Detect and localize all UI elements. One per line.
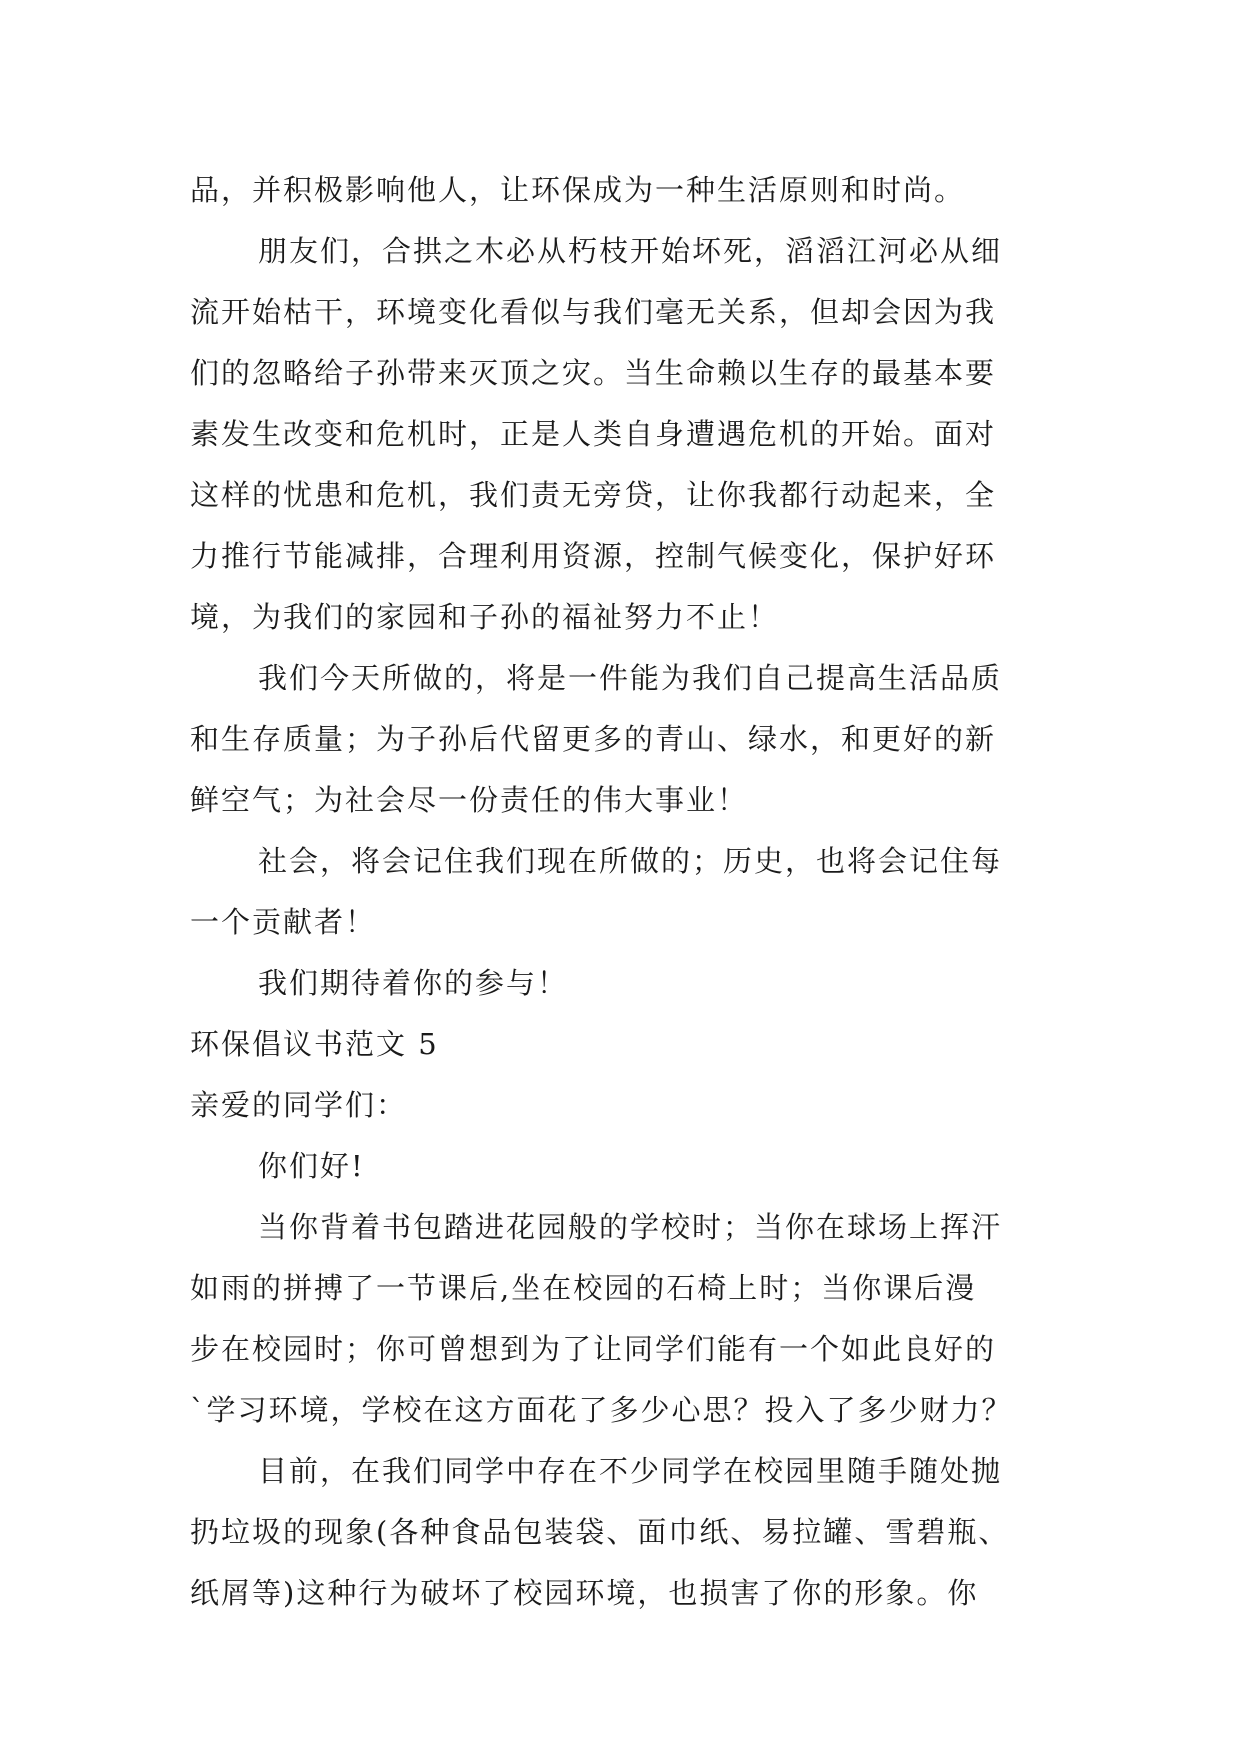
text-line: 素发生改变和危机时，正是人类自身遭遇危机的开始。面对	[190, 417, 997, 451]
text-line: 你们好!	[258, 1149, 365, 1183]
text-line: 们的忽略给子孙带来灭顶之灾。当生命赖以生存的最基本要	[190, 356, 997, 390]
text-line: 朋友们，合拱之木必从朽枝开始坏死，滔滔江河必从细	[258, 234, 1003, 268]
text-line: 和生存质量；为子孙后代留更多的青山、绿水，和更好的新	[190, 722, 997, 756]
text-line: 当你背着书包踏进花园般的学校时；当你在球场上挥汗	[258, 1210, 1003, 1244]
text-line: 鲜空气；为社会尽一份责任的伟大事业！	[190, 783, 749, 817]
text-line: 这样的忧患和危机，我们责无旁贷，让你我都行动起来，全	[190, 478, 997, 512]
text-line: 力推行节能减排，合理利用资源，控制气候变化，保护好环	[190, 539, 997, 573]
text-line: 流开始枯干，环境变化看似与我们毫无关系，但却会因为我	[190, 295, 997, 329]
text-line: 亲爱的同学们：	[190, 1088, 408, 1122]
text-line: 社会，将会记住我们现在所做的；历史，也将会记住每	[258, 844, 1003, 878]
text-line: 品，并积极影响他人，让环保成为一种生活原则和时尚。	[190, 173, 966, 207]
text-line: 境，为我们的家园和子孙的福祉努力不止！	[190, 600, 780, 634]
text-line: 步在校园时；你可曾想到为了让同学们能有一个如此良好的	[190, 1332, 997, 1366]
text-line: 如雨的拼搏了一节课后,坐在校园的石椅上时；当你课后漫	[190, 1271, 977, 1305]
text-line: 环保倡议书范文 5	[190, 1027, 439, 1061]
text-line: 我们今天所做的，将是一件能为我们自己提高生活品质	[258, 661, 1003, 695]
text-line: `学习环境，学校在这方面花了多少心思？投入了多少财力？	[190, 1393, 1013, 1427]
document-body	[190, 160, 1070, 1624]
text-line: 纸屑等)这种行为破坏了校园环境，也损害了你的形象。你	[190, 1576, 979, 1610]
text-line: 扔垃圾的现象(各种食品包装袋、面巾纸、易拉罐、雪碧瓶、	[190, 1515, 1010, 1549]
text-line: 一个贡献者！	[190, 905, 377, 939]
text-line: 我们期待着你的参与！	[258, 966, 569, 1000]
text-line: 目前，在我们同学中存在不少同学在校园里随手随处抛	[258, 1454, 1003, 1488]
